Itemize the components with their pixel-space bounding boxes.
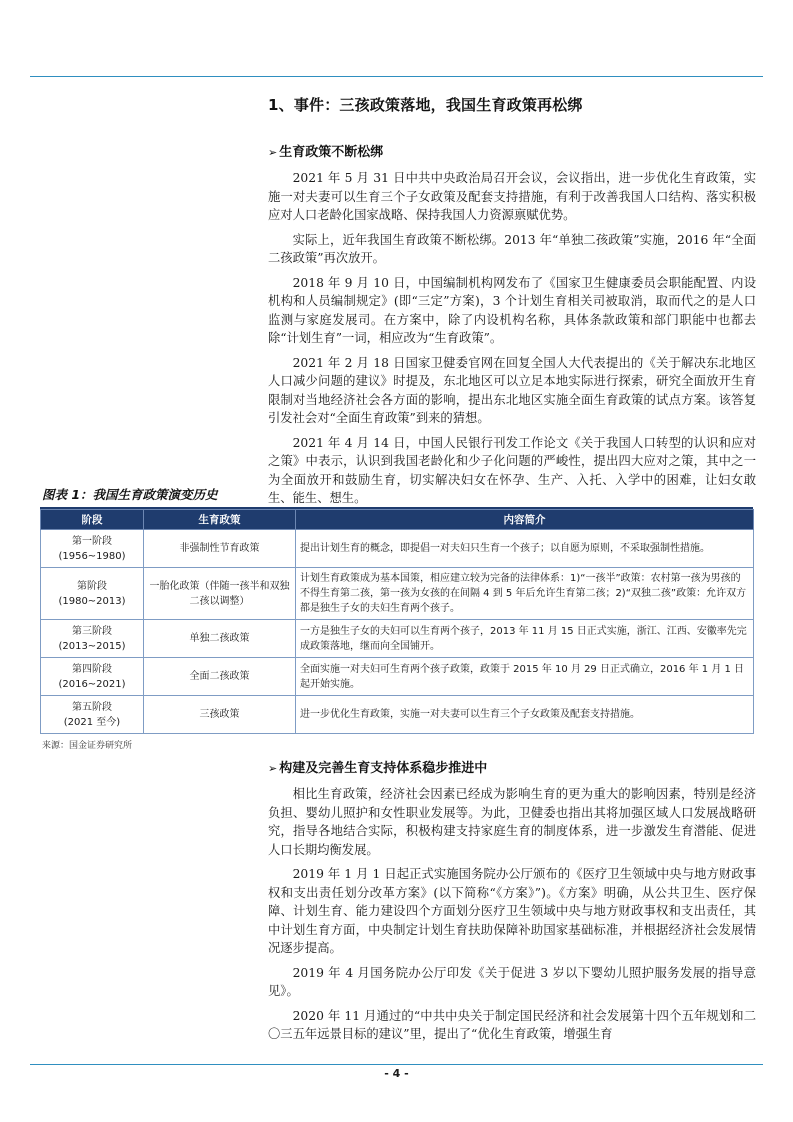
subsection-title-1-text: 生育政策不断松绑 [279,145,384,160]
table-row [41,658,754,696]
description-cell: 一方是独生子女的夫妇可以生育两个孩子，2013 年 11 月 15 日正式实施，浙江、江西、安徽率先完成政策落地，继而向全国铺开。 [296,620,754,658]
table-header-row [41,510,754,530]
stage-name: 第五阶段 [72,701,112,713]
main-content-bottom [268,757,756,1050]
arrow-bullet-icon: ➢ [268,146,278,159]
policy-history-table [40,509,754,734]
policy-cell: 一胎化政策（伴随一孩半和双独二孩以调整） [144,568,296,620]
section-title: 1、事件：三孩政策落地，我国生育政策再松绑 [268,96,583,114]
main-content-top [268,94,756,514]
table-header-cell: 生育政策 [144,510,296,530]
stage-period: (2013~2015) [58,640,126,652]
description-cell: 计划生育政策成为基本国策，相应建立较为完备的法律体系：1)“一孩半”政策：农村第一孩为男孩的不得生育第二孩，第一孩为女孩的在间隔 4 到 5 年后允许生育第二孩；2)“双独二孩”政策：允许双方都是独生子女的夫妇生育两个孩子。 [296,568,754,620]
stage-name: 第阶段 [77,580,107,592]
table-header-cell: 阶段 [41,510,144,530]
table-row [41,530,754,568]
paragraph: 2018 年 9 月 10 日，中国编制机构网发布了《国家卫生健康委员会职能配置、内设机构和人员编制规定》(即“三定”方案)，3 个计划生育相关司被取消，取而代之的是人口监测与家庭发展司。在方案中，除了内设机构名称，具体条款政策和部门职能中也都去除“计划生育”一词，相应改为“生育政策”。 [268,275,756,345]
table-row [41,568,754,620]
paragraph: 2020 年 11 月通过的“中共中央关于制定国民经济和社会发展第十四个五年规划和二〇三五年远景目标的建议”里，提出了“优化生育政策，增强生育 [268,1008,756,1041]
paragraph: 2021 年 2 月 18 日国家卫健委官网在回复全国人大代表提出的《关于解决东北地区人口减少问题的建议》时提及，东北地区可以立足本地实际进行探索，研究全面放开生育限制对当地经济社会各方面的影响，提出东北地区实施全面生育政策的试点方案。该答复引发社会对“全面生育政策”到来的猜想。 [268,355,756,425]
subsection-title-1 [268,141,756,160]
subsection-title-2-text: 构建及完善生育支持体系稳步推进中 [279,761,488,776]
paragraph: 相比生育政策，经济社会因素已经成为影响生育的更为重大的影响因素，特别是经济负担、婴幼儿照护和女性职业发展等。为此，卫健委也指出其将加强区域人口发展战略研究，指导各地结合实际，积极构建支持家庭生育的制度体系，进一步激发生育潜能、促进人口长期均衡发展。 [268,787,756,857]
stage-cell [41,658,144,696]
stage-period: (2016~2021) [58,678,126,690]
paragraph: 2021 年 5 月 31 日中共中央政治局召开会议，会议指出，进一步优化生育政策，实施一对夫妻可以生育三个子女政策及配套支持措施，有利于改善我国人口结构、落实积极应对人口老龄化国家战略、保持我国人力资源禀赋优势。 [268,171,756,222]
policy-cell: 全面二孩政策 [144,658,296,696]
table-row [41,620,754,658]
stage-name: 第一阶段 [72,535,112,547]
description-cell: 进一步优化生育政策，实施一对夫妻可以生育三个子女政策及配套支持措施。 [296,696,754,734]
arrow-bullet-icon: ➢ [268,762,278,775]
page-number: - 4 - [384,1067,409,1080]
table-row [41,696,754,734]
stage-cell [41,530,144,568]
stage-cell [41,620,144,658]
stage-name: 第四阶段 [72,663,112,675]
header-rule [30,76,763,77]
stage-period: (2021 至今) [63,716,121,728]
table-source: 来源：国金证券研究所 [42,741,133,751]
policy-cell: 单独二孩政策 [144,620,296,658]
policy-cell: 非强制性节育政策 [144,530,296,568]
stage-cell [41,568,144,620]
stage-cell [41,696,144,734]
paragraph: 2021 年 4 月 14 日，中国人民银行刊发工作论文《关于我国人口转型的认识和应对之策》中表示，认识到我国老龄化和少子化问题的严峻性，提出四大应对之策，其中之一为全面放开和鼓励生育，切实解决妇女在怀孕、生产、入托、入学中的困难，让妇女敢生、能生、想生。 [268,435,756,505]
description-cell: 全面实施一对夫妇可生育两个孩子政策，政策于 2015 年 10 月 29 日正式确立，2016 年 1 月 1 日起开始实施。 [296,658,754,696]
paragraph: 2019 年 1 月 1 日起正式实施国务院办公厅颁布的《医疗卫生领域中央与地方财政事权和支出责任划分改革方案》(以下简称“《方案》”)。《方案》明确，从公共卫生、医疗保障、计划生育、能力建设四个方面划分医疗卫生领域中央与地方财政事权和支出责任，其中计划生育方面，中央制定计划生育扶助保障补助国家基础标准，并根据经济社会发展情况逐步提高。 [268,867,756,955]
policy-cell: 三孩政策 [144,696,296,734]
table-title: 图表 1：我国生育政策演变历史 [40,485,753,509]
paragraph: 实际上，近年我国生育政策不断松绑。2013 年“单独二孩政策”实施，2016 年“全面二孩政策”再次放开。 [268,232,756,265]
table-header-cell: 内容简介 [296,510,754,530]
subsection-title-2 [268,757,756,776]
stage-period: (1980~2013) [58,595,126,607]
policy-history-table-block [40,485,753,751]
paragraph: 2019 年 4 月国务院办公厅印发《关于促进 3 岁以下婴幼儿照护服务发展的指导意见》。 [268,965,756,998]
stage-period: (1956~1980) [58,550,126,562]
footer-rule [30,1064,763,1065]
description-cell: 提出计划生育的概念，即提倡一对夫妇只生育一个孩子；以自愿为原则，不采取强制性措施。 [296,530,754,568]
stage-name: 第三阶段 [72,625,112,637]
